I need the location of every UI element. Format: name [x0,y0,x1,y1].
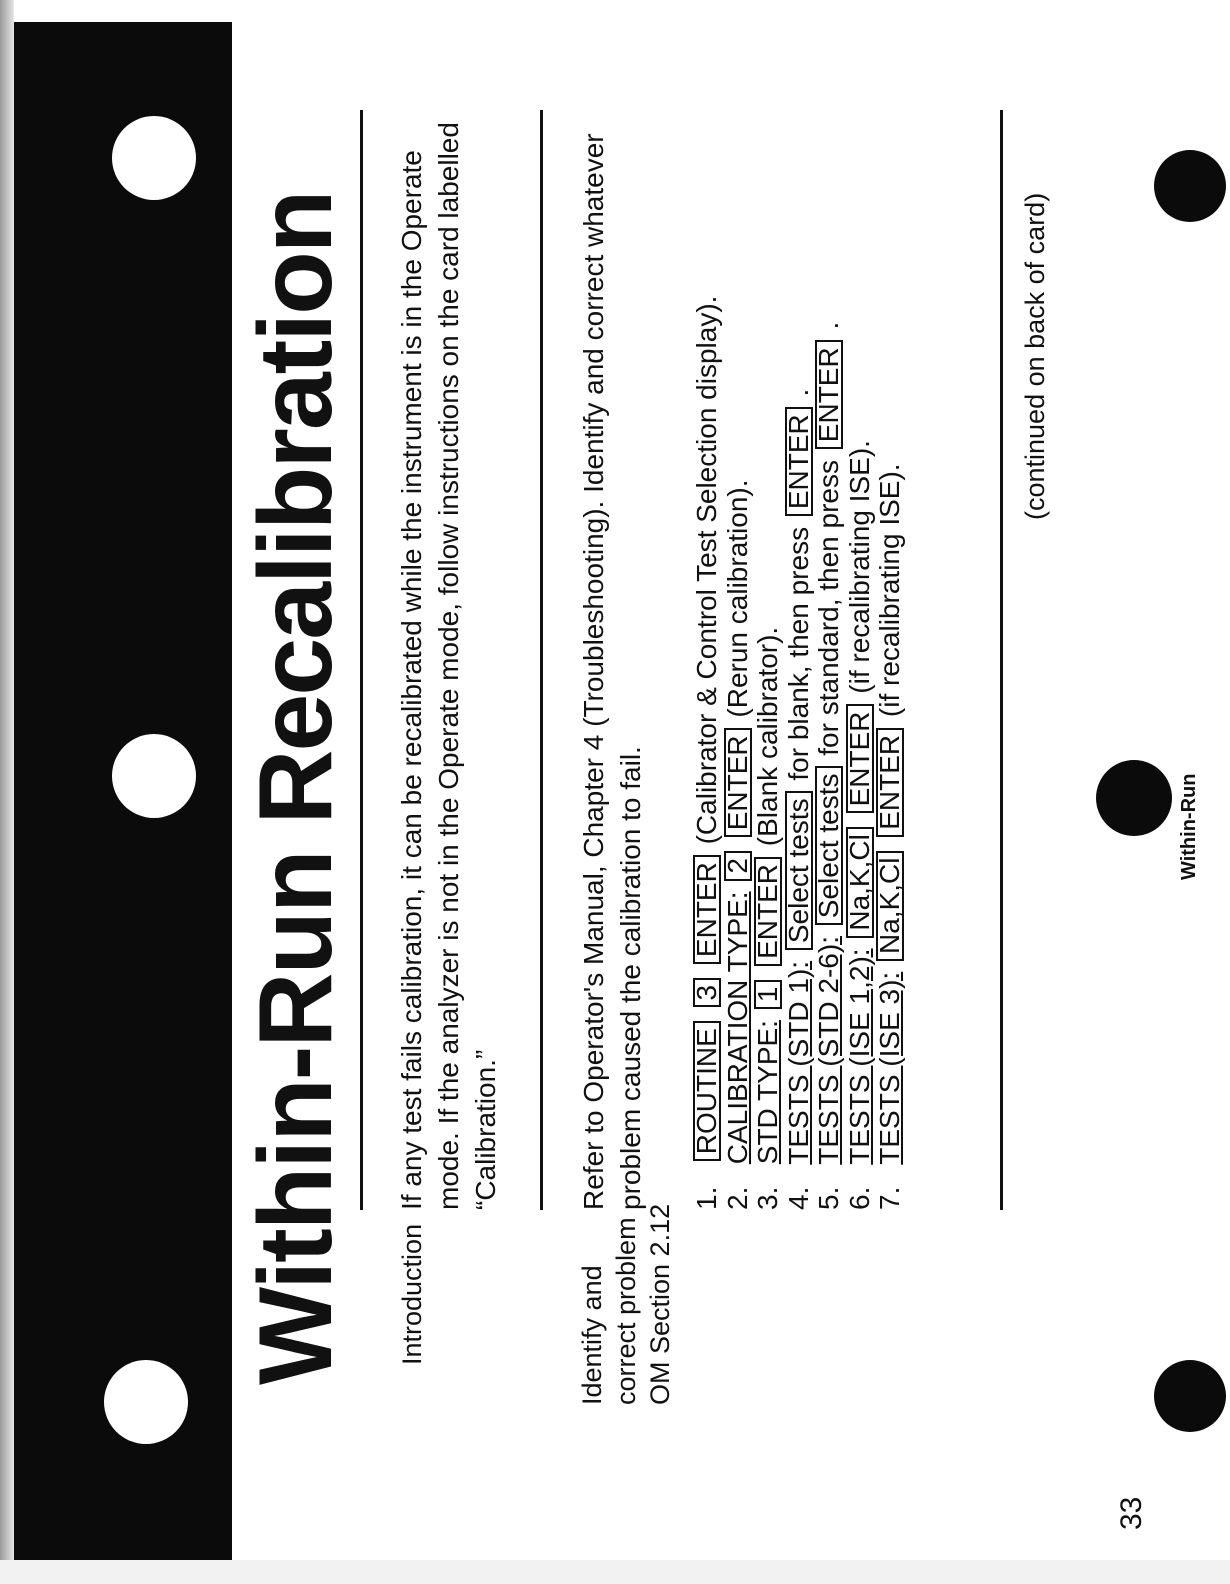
page-title: Within-Run Recalibration [238,191,354,1385]
step-number: 4. [782,1186,814,1210]
section-label-introduction: Introduction [397,1223,427,1365]
punch-hole-bottom [104,1360,188,1444]
punch-hole-middle [112,734,196,818]
enter-key: ENTER [693,855,721,964]
electrolyte-key: Na,K,Cl [846,827,874,937]
step-item [845,296,876,1210]
section-text-identify: Refer to Operator's Manual, Chapter 4 (Troubleshooting). Identify and correct whatever problem caused the calibration to fail. [578,133,646,1210]
step-mid-text: for standard, then press [813,459,844,756]
step-item [723,296,754,1210]
footer-label: Within-Run [1178,773,1200,880]
step-number: 3. [752,1186,783,1210]
select-tests-key: Select tests [815,767,843,926]
punch-hole-top [112,116,196,200]
step-note: (if recalibrating ISE). [843,440,875,694]
step-prefix: CALIBRATION TYPE: [721,891,753,1165]
step-note: (Rerun calibration). [721,479,753,718]
step-note: . [813,321,844,330]
step-number: 6. [843,1186,875,1210]
section-text-introduction: If any test fails calibration, it can be recalibrated while the instrument is in the Operate mode. If the analyzer is not in the Operate mode, follow instructions on the card labelled “Calibration.” [396,122,501,1210]
steps-list [692,296,906,1210]
step-item [753,296,784,1210]
step-item [692,296,723,1210]
page-number: 33 [1115,1496,1148,1530]
step-note: (Blank calibrator). [752,626,783,847]
electrolyte-key: Na,K,Cl [876,851,904,961]
step-number: 1. [691,1186,722,1210]
enter-key: ENTER [876,728,904,837]
step-prefix: TESTS (STD 1): [782,960,814,1165]
number-key: 2 [724,851,752,881]
step-note: (Calibrator & Control Test Selection display). [691,295,722,845]
step-prefix: TESTS (STD 2-6): [813,936,844,1165]
enter-key: ENTER [846,705,874,814]
number-key: 3 [693,978,721,1008]
continued-note: (continued on back of card) [1020,192,1050,520]
card-page [230,20,1210,1560]
step-item [875,296,906,1210]
bottom-rule [1000,110,1003,1210]
number-key: 1 [754,980,782,1010]
enter-key: ENTER [724,728,752,837]
step-prefix: TESTS (ISE 3): [874,971,905,1165]
enter-key: ENTER [785,407,813,516]
section-label-identify: Identify and correct problem OM Section 2.12 [577,1203,675,1405]
scan-left-edge [0,0,14,1584]
title-rule [360,110,363,1210]
enter-key: ENTER [815,340,843,449]
routine-key: ROUTINE [693,1021,721,1161]
step-item [814,296,845,1210]
step-note: (if recalibrating ISE). [874,463,905,718]
step-number: 7. [874,1186,905,1210]
step-number: 5. [813,1186,844,1210]
step-number: 2. [721,1186,753,1210]
step-note: . [782,388,814,397]
scan-bottom-edge [0,1560,1230,1584]
step-prefix: STD TYPE: [752,1020,783,1165]
step-mid-text: for blank, then press [782,526,814,781]
step-item [784,296,815,1210]
step-prefix: TESTS (ISE 1,2): [843,948,875,1165]
enter-key: ENTER [754,857,782,966]
section-rule [540,110,543,1210]
select-tests-key: Select tests [785,791,813,950]
